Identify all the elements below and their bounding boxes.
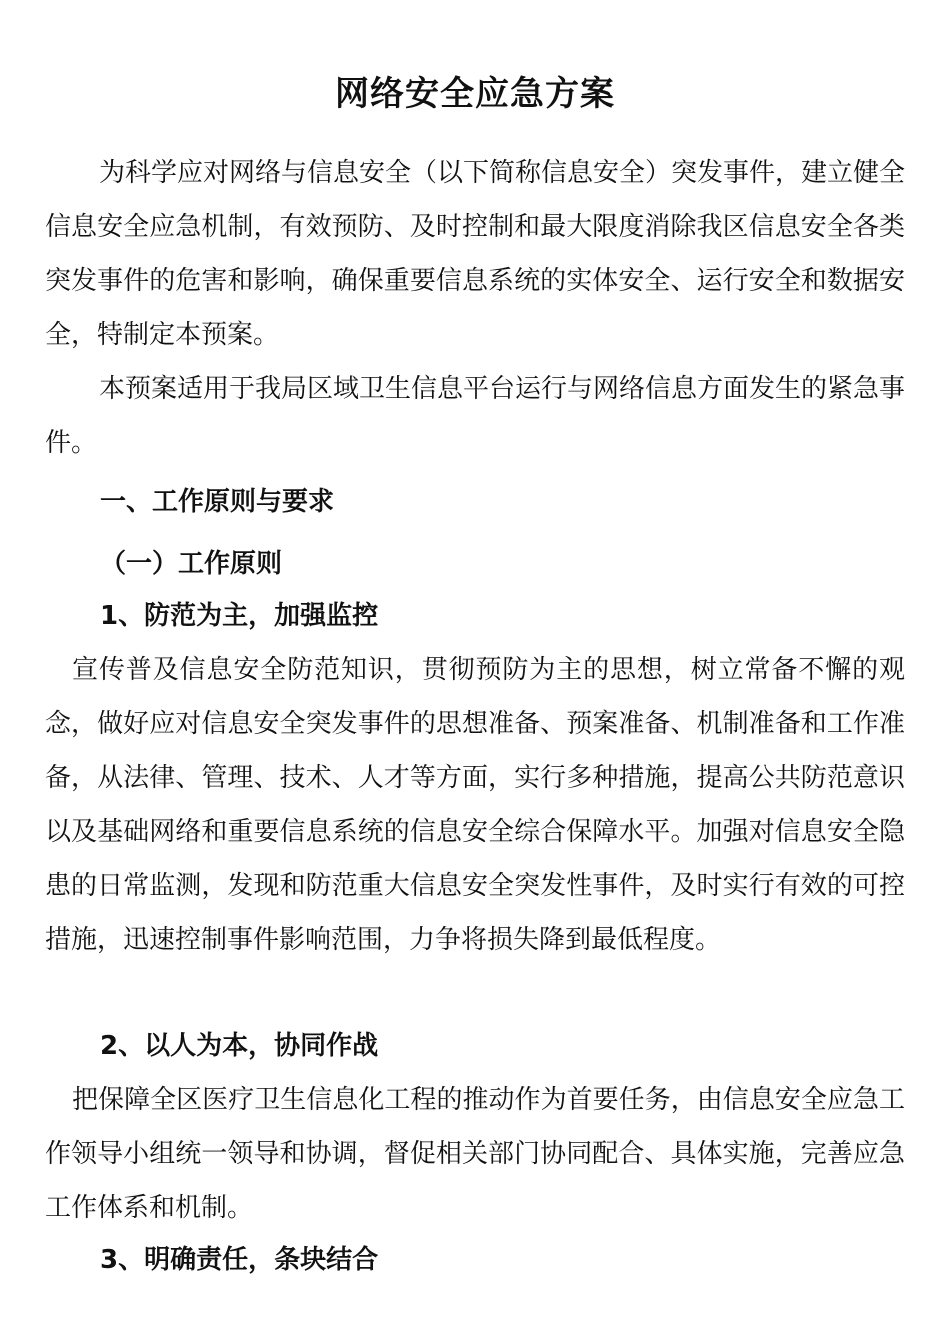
principle-1-paragraph: 宣传普及信息安全防范知识，贯彻预防为主的思想，树立常备不懈的观念，做好应对信息安全突发事件的思想准备、预案准备、机制准备和工作准备，从法律、管理、技术、人才等方面，实行多种措施，提高公共防范意识以及基础网络和重要信息系统的信息安全综合保障水平。加强对信息安全隐患的日常监测，发现和防范重大信息安全突发性事件，及时实行有效的可控措施，迅速控制事件影响范围，力争将损失降到最低程度。 xyxy=(45,655,905,955)
principle-2-paragraph: 把保障全区医疗卫生信息化工程的推动作为首要任务，由信息安全应急工作领导小组统一领导和协调，督促相关部门协同配合、具体实施，完善应急工作体系和机制。 xyxy=(45,1085,905,1223)
principle-2-heading: 2、以人为本，协同作战 xyxy=(100,1031,379,1061)
section-1-heading: 一、工作原则与要求 xyxy=(100,487,335,517)
intro-paragraph-2: 本预案适用于我局区域卫生信息平台运行与网络信息方面发生的紧急事件。 xyxy=(45,374,906,458)
subsection-1-heading: （一）工作原则 xyxy=(100,549,283,579)
document-title: 网络安全应急方案 xyxy=(335,73,615,114)
principle-3-heading: 3、明确责任，条块结合 xyxy=(100,1245,379,1275)
principle-1-heading: 1、防范为主，加强监控 xyxy=(100,601,379,631)
intro-paragraph-1: 为科学应对网络与信息安全（以下简称信息安全）突发事件，建立健全信息安全应急机制，有效预防、及时控制和最大限度消除我区信息安全各类突发事件的危害和影响，确保重要信息系统的实体安全、运行安全和数据安全，特制定本预案。 xyxy=(45,158,906,350)
